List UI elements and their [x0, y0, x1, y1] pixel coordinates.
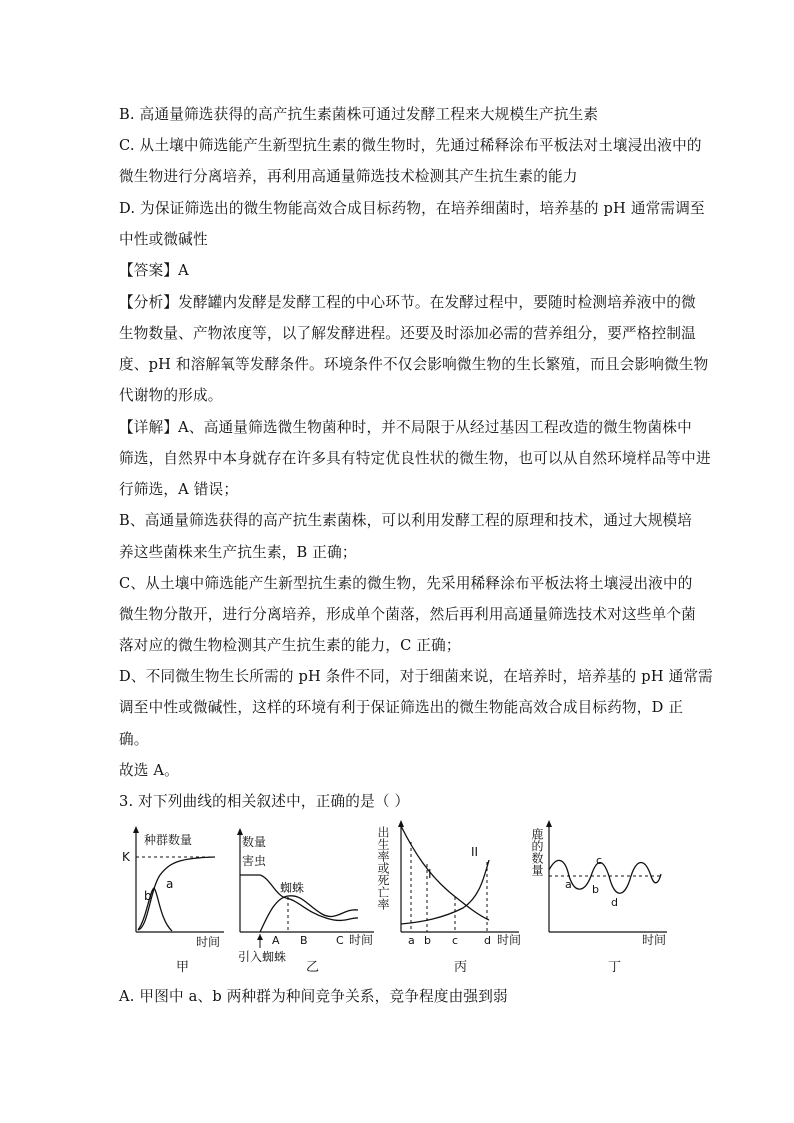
- text-line: D、不同微生物生长所需的 pH 条件不同，对于细菌来说，在培养时，培养基的 pH 通常需: [119, 668, 713, 685]
- k-label: K: [122, 850, 130, 864]
- label-b: b: [144, 889, 152, 903]
- tick-b: b: [424, 934, 431, 947]
- text-line: 确。: [119, 731, 149, 748]
- text-line: 代谢物的形成。: [119, 387, 223, 404]
- figure-jia: [120, 820, 230, 950]
- text-line: 故选 A。: [119, 762, 179, 779]
- ylabel-bing: 出生率或死亡率: [376, 826, 390, 910]
- text-line: 微生物进行分离培养，再利用高通量筛选技术检测其产生抗生素的能力: [119, 168, 578, 185]
- text-line: B. 高通量筛选获得的高产抗生素菌株可通过发酵工程来大规模生产抗生素: [119, 106, 599, 123]
- chart-yi: [236, 820, 381, 964]
- chart-bing: [376, 820, 533, 950]
- label-a: a: [166, 877, 174, 891]
- ylabel-yi: 数量: [242, 835, 267, 849]
- text-line: B、高通量筛选获得的高产抗生素菌株，可以利用发酵工程的原理和技术，通过大规模培: [119, 512, 693, 529]
- text-line: 【答案】A: [119, 262, 189, 279]
- point-a: a: [565, 878, 572, 891]
- point-b: b: [592, 883, 599, 896]
- chart-ding: [530, 820, 670, 950]
- option-a-line: A. 甲图中 a、b 两种群为种间竞争关系，竞争程度由强到弱: [119, 988, 508, 1005]
- tick-C: C: [336, 934, 344, 947]
- label-I: I: [428, 867, 432, 881]
- text-line: 【分析】发酵罐内发酵是发酵工程的中心环节。在发酵过程中，要随时检测培养液中的微: [119, 294, 696, 311]
- curve-II: [401, 860, 489, 924]
- point-c: c: [596, 854, 603, 867]
- figure-yi: [236, 820, 381, 964]
- arrow-label: 引入蜘蛛: [238, 950, 287, 964]
- text-line: 养这些菌株来生产抗生素，B 正确；: [119, 544, 357, 561]
- spider-curve: [260, 896, 358, 932]
- pest-label: 害虫: [242, 854, 267, 868]
- xlabel-ding: 时间: [642, 933, 667, 947]
- text-line: C. 从土壤中筛选能产生新型抗生素的微生物时，先通过稀释涂布平板法对土壤浸出液中的: [119, 137, 702, 154]
- figure-bing: [376, 820, 533, 950]
- caption-ding: 丁: [608, 960, 622, 975]
- curve-I: [401, 826, 489, 920]
- text-line: 微生物分散开，进行分离培养，形成单个菌落，然后再利用高通量筛选技术对这些单个菌: [119, 606, 696, 623]
- label-II: II: [471, 845, 479, 859]
- text-line: C、从土壤中筛选能产生新型抗生素的微生物，先采用稀释涂布平板法将土壤浸出液中的: [119, 575, 693, 592]
- tick-a: a: [408, 934, 415, 947]
- tick-A: A: [272, 934, 280, 947]
- xlabel-yi: 时间: [349, 933, 374, 947]
- caption-bing: 丙: [454, 960, 468, 975]
- text-line: 【详解】A、高通量筛选微生物菌种时，并不局限于从经过基因工程改造的微生物菌株中: [119, 419, 692, 436]
- tick-d: d: [484, 934, 491, 947]
- figure-ding: [530, 820, 670, 950]
- text-line: 3. 对下列曲线的相关叙述中，正确的是（ ）: [119, 793, 410, 810]
- text-line: 中性或微碱性: [119, 231, 208, 248]
- text-line: 调至中性或微碱性，这样的环境有利于保证筛选出的微生物能高效合成目标药物，D 正: [119, 699, 684, 716]
- chart-jia: [120, 820, 230, 950]
- text-line: 行筛选，A 错误；: [119, 481, 239, 498]
- xlabel-jia: 时间: [196, 935, 221, 949]
- text-line: 筛选，自然界中本身就存在许多具有特定优良性状的微生物，也可以从自然环境样品等中进: [119, 450, 711, 467]
- text-line: 落对应的微生物检测其产生抗生素的能力，C 正确；: [119, 637, 461, 654]
- xlabel-bing: 时间: [497, 933, 522, 947]
- tick-B: B: [300, 934, 308, 947]
- point-d: d: [611, 896, 618, 909]
- text-line: 生物数量、产物浓度等，以了解发酵进程。还要及时添加必需的营养组分，要严格控制温: [119, 325, 696, 342]
- tick-c: c: [452, 934, 459, 947]
- text-line: 度、pH 和溶解氧等发酵条件。环境条件不仅会影响微生物的生长繁殖，而且会影响微生物: [119, 356, 709, 373]
- caption-jia: 甲: [176, 960, 190, 975]
- ylabel-ding: 鹿的数量: [530, 828, 544, 876]
- ylabel-jia: 种群数量: [144, 833, 193, 847]
- caption-yi: 乙: [306, 960, 320, 975]
- text-line: D. 为保证筛选出的微生物能高效合成目标药物，在培养细菌时，培养基的 pH 通常需调至: [119, 200, 705, 217]
- spider-label: 蜘蛛: [280, 881, 305, 895]
